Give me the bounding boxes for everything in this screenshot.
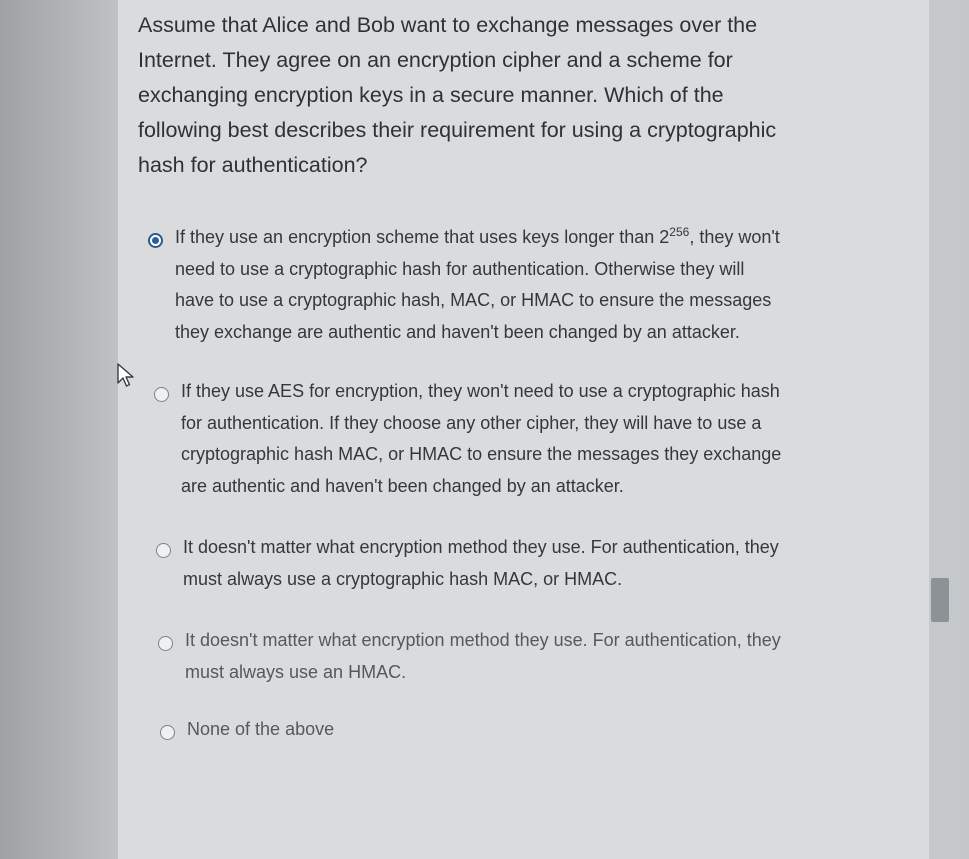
scrollbar-track[interactable] bbox=[929, 0, 951, 859]
answer-option-5-label: None of the above bbox=[187, 719, 335, 739]
answer-option-3-label: It doesn't matter what encryption method they use. For authentication, they must always use a cryptographic hash MAC, or HMAC. bbox=[183, 537, 779, 589]
answer-option-4[interactable] bbox=[158, 625, 788, 688]
question-panel bbox=[118, 0, 942, 859]
radio-button[interactable] bbox=[154, 387, 169, 402]
radio-button[interactable] bbox=[160, 725, 175, 740]
answer-option-2[interactable] bbox=[154, 376, 788, 502]
scrollbar-thumb[interactable] bbox=[931, 578, 949, 622]
mouse-pointer-icon bbox=[115, 362, 137, 388]
answer-option-4-label: It doesn't matter what encryption method they use. For authentication, they must always use an HMAC. bbox=[185, 630, 781, 682]
answer-option-1-label bbox=[175, 222, 788, 348]
radio-button[interactable] bbox=[158, 636, 173, 651]
answer-option-1[interactable] bbox=[148, 222, 788, 348]
radio-button-selected[interactable] bbox=[148, 233, 163, 248]
left-gutter bbox=[0, 0, 118, 859]
answer-option-2-label: If they use AES for encryption, they won't need to use a cryptographic hash for authentication. If they choose any other cipher, they will have to use a cryptographic hash MAC, or HMAC to ensure the messages they exchange are authentic and haven't been changed by an attacker. bbox=[181, 381, 782, 496]
answer-option-1-exponent: 256 bbox=[669, 225, 690, 239]
answer-option-1-text-after: , they won't need to use a cryptographic hash for authentication. Otherwise they will have to use a cryptographic hash, MAC, or HMAC to ensure the messages they exchange are authentic and haven't been changed by an attacker. bbox=[175, 227, 780, 342]
answer-option-1-text-before: If they use an encryption scheme that uses keys longer than 2 bbox=[175, 227, 670, 247]
answer-option-3[interactable] bbox=[156, 532, 788, 595]
answer-option-5[interactable] bbox=[160, 714, 788, 746]
radio-button[interactable] bbox=[156, 543, 171, 558]
answer-options bbox=[148, 222, 788, 774]
question-text: Assume that Alice and Bob want to exchange messages over the Internet. They agree on an encryption cipher and a scheme for exchanging encryption keys in a secure manner. Which of the following best describes their requirement for using a cryptographic hash for authentication? bbox=[138, 13, 777, 177]
